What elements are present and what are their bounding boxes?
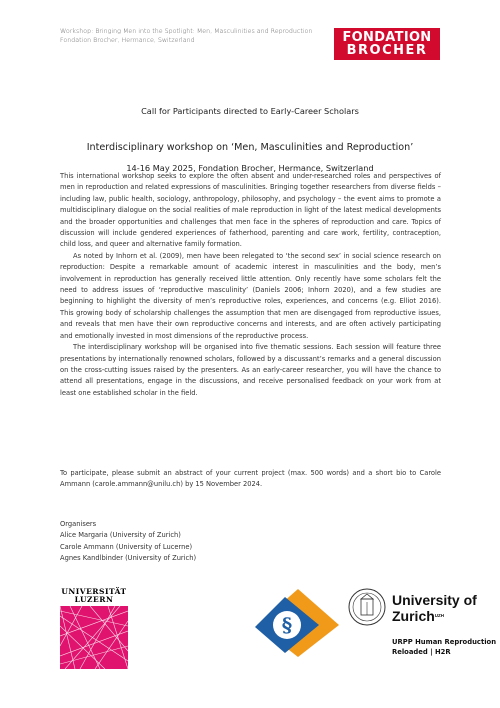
title-suffix: ’ <box>410 142 414 153</box>
participation-end: . <box>259 480 263 489</box>
uzh-seal-icon <box>348 588 386 626</box>
dates-highlight: 14-16 May 2025 <box>126 163 194 173</box>
call-for-participants <box>0 106 500 116</box>
title-highlight: Men, Masculinities and Reproduction <box>234 142 411 153</box>
h2r-logo <box>255 587 341 659</box>
logo-brocher-line2: BROCHER <box>346 43 428 58</box>
paragraph-intro: This international workshop seeks to explore the often absent and under-researched roles and perspectives of men in reproduction and related expressions of masculinities. Bringing together researchers from diverse fields – including law, public health, sociology, anthropology, philosophy, and psychology – the event aims to promote a multidisciplinary dialogue on the social realities of male reproduction in light of the latest medical developments and the broader opportunities and challenges that men face in the spheres of reproduction and care. Topics of discussion will include gendered experiences of fatherhood, parenting and care work, fertility, contraception, child loss, and queer and alternative family formation. <box>60 172 441 249</box>
participation-deadline: by 15 November 2024 <box>185 480 260 489</box>
urpp-line2: Reloaded | H2R <box>392 648 451 656</box>
logo-brocher-line1: FONDATION <box>342 30 432 45</box>
university-zurich-wordmark <box>392 592 477 624</box>
dates-location: , Fondation Brocher, Hermance, Switzerland <box>193 163 374 173</box>
participation-text: To participate, please submit an abstract of your current project (max. 500 words) and a short bio to Carole Ammann (carole.ammann@unilu.ch) <box>60 469 441 489</box>
university-lucerne-logo <box>60 588 128 669</box>
title-prefix: Interdisciplinary workshop on ‘ <box>86 142 235 153</box>
section-sign-icon: § <box>281 613 293 637</box>
unilu-line1: UNIVERSITÄT <box>61 587 127 596</box>
organiser-item: Alice Margaria (University of Zurich) <box>60 531 181 540</box>
unilu-lines-graphic <box>60 606 128 669</box>
uzh-line1: University of <box>392 592 477 608</box>
call-prefix: Call for Participants directed to <box>141 106 271 116</box>
call-highlight: Early-Career Scholars <box>270 106 359 116</box>
paragraph-format: The interdisciplinary workshop will be organised into five thematic sessions. Each session will feature three presentations by internationally renowned scholars, followed by a discussant’s remarks and a general discussion on the cross-cutting issues raised by the presenters. As an early-career researcher, you will have the chance to attend all presentations, engage in the discussions, and receive personalised feedback on your work from at least one established scholar in the field. <box>60 343 441 397</box>
header-venue-line: Fondation Brocher, Hermance, Switzerland <box>60 37 195 44</box>
organisers-heading: Organisers <box>60 520 97 528</box>
header-info <box>60 27 312 45</box>
uzh-line2: Zurich <box>392 608 435 624</box>
participation-paragraph <box>60 468 441 491</box>
workshop-title <box>0 142 500 153</box>
unilu-pattern <box>60 606 128 669</box>
paragraph-background: As noted by Inhorn et al. (2009), men have been relegated to ‘the second sex’ in social science research on reproduction: Despite a remarkable amount of academic interest in masculinities and the body, men’s involvement in reproduction has generally received little attention. Only recently have some scholars felt the need to address issues of ‘reproductive masculinity’ (Daniels 2006; Inhorn 2020), and a few studies are beginning to highlight the diversity of men’s reproductive roles, experiences, and concerns (e.g. Elliot 2016). This growing body of scholarship challenges the assumption that men are disengaged from reproductive issues, and reveals that men have their own reproductive concerns and interests, and are often actively participating and emotionally invested in most dimensions of the reproductive process. <box>60 251 441 340</box>
urpp-line1: URPP Human Reproduction <box>392 638 497 646</box>
urpp-label <box>392 637 496 657</box>
fondation-brocher-logo <box>334 28 440 60</box>
unilu-line2: LUZERN <box>74 595 114 604</box>
organisers-block <box>60 519 196 565</box>
header-workshop-line: Workshop: Bringing Men into the Spotlight: Men, Masculinities and Reproduction <box>60 28 313 35</box>
organiser-item: Agnes Kandlbinder (University of Zurich) <box>60 554 197 563</box>
unilu-wordmark <box>60 588 128 604</box>
body-text <box>60 171 441 399</box>
uzh-line2-wrap <box>392 608 477 624</box>
uzh-superscript: UZH <box>434 613 445 618</box>
organiser-item: Carole Ammann (University of Lucerne) <box>60 542 193 551</box>
